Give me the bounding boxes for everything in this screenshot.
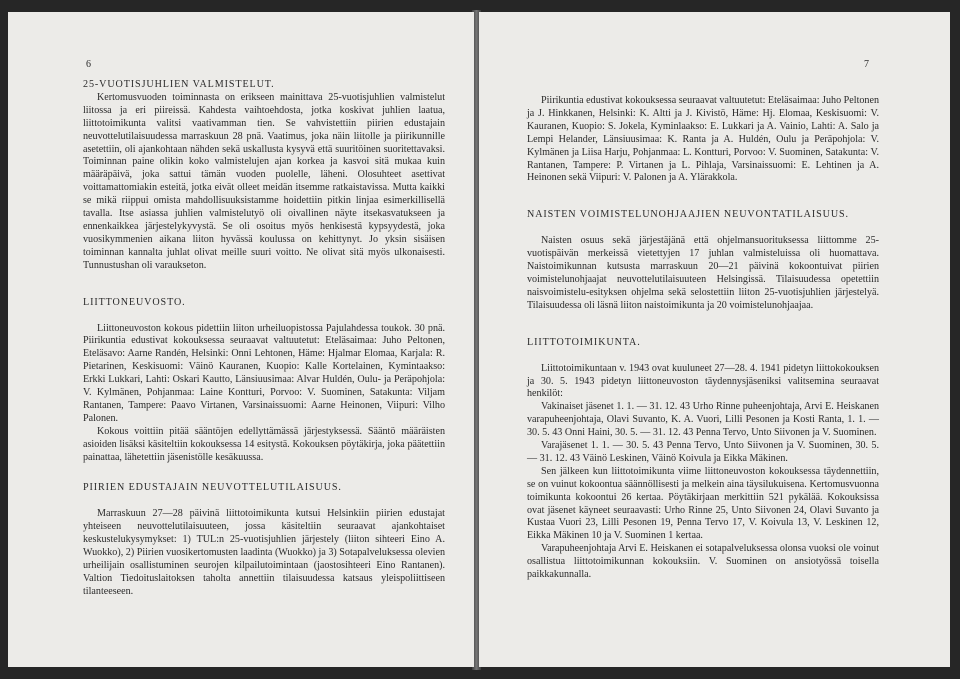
page-number: 6 <box>86 59 91 70</box>
paragraph: Marraskuun 27—28 päivinä liittotoimikunta kutsui Helsinkiin piirien edustajat yhteiseen neuvottelutilaisuuteen, jossa käsiteltiin seuraavat ajankohtaiset keskustelukysymykset: 1) TUL:n 25-vuotisjuhlien järjestely (liiton sihteeri Eino A. Wuokko), 2) Piirien vuosikertomusten laadinta (Wuokko) ja 3) Sotapalveluksessa olevien urheilijain osallistuminen seurojen kilpailutoimintaan (jaostosihteeri Eino Rantanen). Valtion Tiedoituslaitoksen taholta annettiin tilaisuudessa katsaus yleispoliittiseen tilanteeseen. <box>83 508 445 597</box>
section-heading: PIIRIEN EDUSTAJAIN NEUVOTTELUTILAISUUS. <box>83 482 342 494</box>
right-page-text <box>527 95 879 582</box>
section-heading: NAISTEN VOIMISTELUNOHJAAJIEN NEUVONTATILAISUUS. <box>527 209 849 221</box>
section-heading: 25-VUOTISJUHLIEN VALMISTELUT. <box>83 79 275 90</box>
paragraph: Sen jälkeen kun liittotoimikunta viime liittoneuvoston kokouksessa täydennettiin, se on vuinut kokoontua säännöllisesti ja melkein aina täysilukuisena. Kertomusvuonna toimikunta kokoontui 26 kertaa. Pöytäkirjaan merkittiin 521 pykälää. Kokouksissa ovat jäsenet käyneet seuraavasti: Urho Rinne 25, Unto Siivonen 24, Olavi Suvanto ja Kustaa Vuori 23, Lilli Pesonen 19, Penna Tervo 17, V. Koivula 13, V. Leskinen 12, Eikka Mäkinen 10 ja V. Suominen 1 kertaa. <box>527 465 879 542</box>
right-page <box>479 12 950 667</box>
left-page <box>8 12 474 667</box>
left-page-text <box>83 79 445 599</box>
paragraph: Vakinaiset jäsenet 1. 1. — 31. 12. 43 Urho Rinne puheenjohtaja, Arvi E. Heiskanen varapuheenjohtaja, Olavi Suvanto, K. A. Vuori, Lilli Pesonen ja Kosti Ranta, 1. 1. — 30. 5. 43 Onni Haini, 30. 5. — 31. 12. 43 Penna Tervo, Unto Siivonen ja V. Suominen. <box>527 401 879 439</box>
page-number: 7 <box>864 59 869 70</box>
paragraph: Naisten osuus sekä järjestäjänä että ohjelmansuorituksessa liittomme 25-vuotispäivän merkeissä vietettyjen 17 juhlan valmisteluissa oli huomattava. Naistoimikunnan kutsusta marraskuun 20—21 päivinä kokoontuivat piirien voimistelunohjaajat neuvottelutilaisuuteen Helsingissä. Tilaisuudessa opetettiin naisvoimistelu-esityksen ohjelma sekä selostettiin liiton 25-vuotisjuhlien järjestelyä. Tilaisuudessa oli läsnä liiton naistoimikunta ja 20 voimistelunohjaajaa. <box>527 235 879 311</box>
paragraph: Kertomusvuoden toiminnasta on erikseen mainittava 25-vuotisjuhlien valmistelut liitossa ja eri piireissä. Kahdesta vaihtoehdosta, jotka koskivat juhlien laatua, liittotoimikunta valitsi vaativamman tien. Se vahvistettiin piirien edustajain neuvottelutilaisuudessa marraskuun 28 pnä. Vaatimus, joka näin liitolle ja piirikunnille asetettiin, oli ajankohtaan nähden sekä uskallusta kysyvä että suuritöinen suoritettavaksi. Toiminnan paine olikin koko valmistelujen ajan korkea ja kasvoi sitä mukaa kuin määräpäivä, joka sattui tämän vuoden puolelle, läheni. Olosuhteet asettivat voittamattomiakin esteitä, jotka eivät olleet meidän itsemme ratkaistavissa. Mutta kaikki se mikä riippui omista mahdollisuuksistamme hoidettiin pitkin linjaa esimerkillisellä tavalla. Itse asiassa juhlien valmistelutyö oli oivallinen näyte itsekasvatukseen ja ennenkaikkea järjestelykyvystä. Se oli osoitus myös henkisestä kypsyydestä, joka vuosikymmenien aikana liiton hyvässä koulussa on kehittynyt. Jo yksin sisäisen toiminnan kannalta juhlat olivat meille suuri voitto. Ne olivat sitä myös ulkonaisesti. Tunnustushan oli varaukseton. <box>83 91 445 271</box>
paragraph: Varajäsenet 1. 1. — 30. 5. 43 Penna Tervo, Unto Siivonen ja V. Suominen, 30. 5. — 31. 12. 43 Väinö Leskinen, Väinö Koivula ja Eikka Mäkinen. <box>527 440 879 464</box>
paragraph: Liittoneuvoston kokous pidettiin liiton urheiluopistossa Pajulahdessa toukok. 30 pnä. Piirikuntia edustivat kokouksessa seuraavat valtuutetut: Eteläsaimaa: Juho Peltonen, Eteläsavo: Aarne Randén, Helsinki: Onni Lehtonen, Häme: Hjalmar Elomaa, Karjala: R. Pietarinen, Keskisuomi: Väinö Kauranen, Kuopio: Kalle Kortelainen, Kymintaakso: Erkki Lukkari, Lahti: Oskari Kautto, Länsiuusimaa: Alvar Huldén, Oulu- ja Peräpohjola: V. Kylmänen, Pohjanmaa: Laine Kontturi, Porvoo: V. Suominen, Satakunta: Viljam Rantanen, Tampere: Paavo Virtanen, Varsinaissuomi: Aarne Heinonen, Viipuri: Vilho Palonen. <box>83 322 445 424</box>
paragraph: Piirikuntia edustivat kokouksessa seuraavat valtuutetut: Eteläsaimaa: Juho Peltonen ja J. Hinkkanen, Helsinki: K. Altti ja J. Kivistö, Häme: Hj. Elomaa, Keskisuomi: V. Kauranen, Kuopio: S. Jokela, Kyminlaakso: E. Lukkari ja A. Vainio, Lahti: A. Salo ja Lempi Helander, Länsiuusimaa: K. Ranta ja A. Huldén, Oulu ja Peräpohjola: V. Kylmänen ja Liisa Harju, Pohjanmaa: L. Kontturi, Porvoo: V. Suominen, Satakunta: V. Rantanen, Tampere: P. Virtanen ja L. Pihlaja, Varsinaissuomi: E. Lehtinen ja A. Heinonen sekä Viipuri: V. Palonen ja A. Ylärakkola. <box>527 95 879 184</box>
section-heading: LIITTOTOIMIKUNTA. <box>527 336 641 348</box>
paragraph: Liittotoimikuntaan v. 1943 ovat kuuluneet 27—28. 4. 1941 pidetyn liittokokouksen ja 30. 5. 1943 pidetyn liittoneuvoston täydennysjäseniksi valitsemina seuraavat henkilöt: <box>527 362 879 400</box>
paragraph: Kokous voittiin pitää sääntöjen edellyttämässä järjestyksessä. Sääntö määräisten asioiden lisäksi käsiteltiin kokouksessa 14 esitystä. Kokouksen pöytäkirja, joka päätettiin painattaa, lähetettiin jäsenistölle kesäkuussa. <box>83 425 445 463</box>
paragraph: Varapuheenjohtaja Arvi E. Heiskanen ei sotapalveluksessa olonsa vuoksi ole voinut osallistua liittotoimikunnan kokouksiin. V. Suominen on ansiotyössä toisella paikkakunnalla. <box>527 543 879 581</box>
section-heading: LIITTONEUVOSTO. <box>83 296 186 308</box>
